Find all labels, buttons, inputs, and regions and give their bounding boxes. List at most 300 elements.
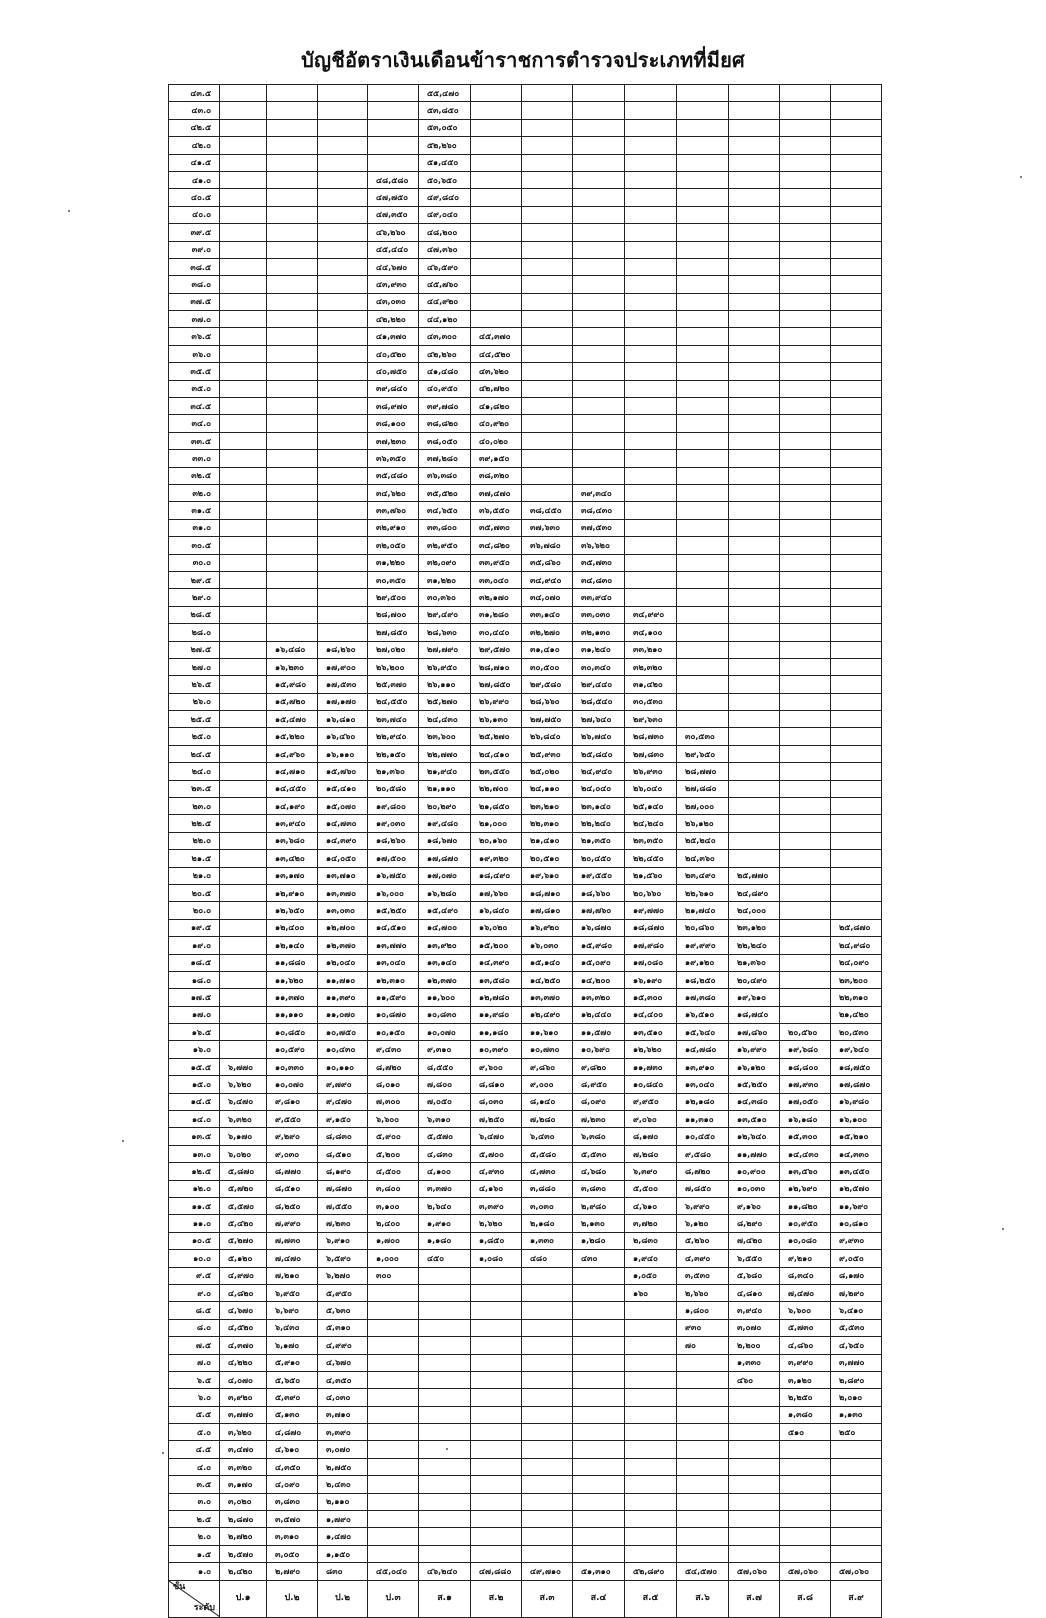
salary-cell: ๙,๐๐๐ bbox=[522, 1076, 573, 1093]
salary-cell: ๑๖,๑๘๐ bbox=[780, 1111, 831, 1128]
step-label: ๑๐.๐ bbox=[169, 1250, 220, 1267]
salary-cell bbox=[729, 850, 780, 867]
salary-cell bbox=[471, 241, 522, 258]
step-label: ๙.๕ bbox=[169, 1267, 220, 1284]
salary-cell: ๑๓,๕๖๐ bbox=[780, 1163, 831, 1180]
salary-cell: ๒๔,๙๘๐ bbox=[831, 937, 882, 954]
salary-cell: ๑๕,๐๙๐ bbox=[573, 954, 625, 971]
salary-cell: ๓๑,๔๑๐ bbox=[522, 641, 573, 658]
salary-cell bbox=[780, 258, 831, 275]
table-row bbox=[169, 1389, 882, 1406]
table-row bbox=[169, 537, 882, 554]
salary-cell bbox=[780, 537, 831, 554]
salary-cell bbox=[573, 1441, 625, 1458]
step-label: ๒.๕ bbox=[169, 1511, 220, 1528]
salary-cell bbox=[522, 241, 573, 258]
salary-cell: ๒๓,๓๕๐ bbox=[625, 832, 677, 849]
salary-cell bbox=[220, 484, 267, 501]
salary-cell: ๑๔,๐๕๐ bbox=[318, 850, 368, 867]
salary-cell: ๑๔,๗๐๐ bbox=[419, 919, 471, 936]
salary-cell bbox=[780, 902, 831, 919]
salary-cell bbox=[729, 258, 780, 275]
salary-cell: ๑๖,๘๔๐ bbox=[471, 902, 522, 919]
salary-cell bbox=[831, 1493, 882, 1510]
salary-cell: ๑๐,๕๙๐ bbox=[267, 1041, 318, 1058]
salary-cell bbox=[677, 554, 729, 571]
salary-cell: ๓,๘๓๐ bbox=[573, 1180, 625, 1197]
salary-cell: ๑๔,๓๓๐ bbox=[831, 1145, 882, 1162]
salary-cell bbox=[780, 745, 831, 762]
salary-cell: ๒๔,๐๐๐ bbox=[729, 902, 780, 919]
table-row bbox=[169, 1528, 882, 1545]
salary-cell: ๙,๕๘๐ bbox=[677, 1145, 729, 1162]
step-label: ๒๐.๐ bbox=[169, 902, 220, 919]
salary-cell: ๔๔,๙๒๐ bbox=[419, 293, 471, 310]
salary-cell bbox=[267, 519, 318, 536]
page-title: บัญชีอัตราเงินเดือนข้าราชการตำรวจประเภทที่มียศ bbox=[301, 48, 745, 72]
salary-cell: ๑๘,๒๕๐ bbox=[677, 971, 729, 988]
table-row bbox=[169, 815, 882, 832]
salary-cell bbox=[831, 1458, 882, 1475]
salary-cell bbox=[522, 258, 573, 275]
salary-cell bbox=[522, 398, 573, 415]
salary-cell bbox=[318, 258, 368, 275]
salary-cell: ๓๘,๘๒๐ bbox=[419, 415, 471, 432]
salary-cell: ๒๒,๙๔๐ bbox=[368, 728, 419, 745]
salary-cell: ๓๕,๗๓๐ bbox=[573, 554, 625, 571]
salary-cell bbox=[471, 1302, 522, 1319]
level-label: ส.๔ bbox=[573, 1580, 625, 1617]
salary-cell bbox=[780, 1006, 831, 1023]
salary-cell: ๒๖,๙๓๐ bbox=[625, 763, 677, 780]
table-row bbox=[169, 1024, 882, 1041]
salary-cell bbox=[368, 1302, 419, 1319]
salary-cell: ๖,๔๑๐ bbox=[831, 1302, 882, 1319]
salary-cell: ๓,๓๙๐ bbox=[471, 1198, 522, 1215]
salary-cell bbox=[729, 189, 780, 206]
level-label: ส.๖ bbox=[677, 1580, 729, 1617]
salary-cell bbox=[522, 450, 573, 467]
salary-cell: ๔๗,๓๖๐ bbox=[419, 241, 471, 258]
salary-cell bbox=[780, 606, 831, 623]
salary-cell bbox=[318, 432, 368, 449]
salary-cell: ๔,๓๕๐ bbox=[267, 1458, 318, 1475]
salary-cell: ๔,๙๗๐ bbox=[220, 1267, 267, 1284]
salary-cell: ๑๕,๒๕๐ bbox=[368, 902, 419, 919]
salary-cell: ๓,๘๐๐ bbox=[368, 1180, 419, 1197]
salary-cell bbox=[368, 1476, 419, 1493]
salary-cell bbox=[831, 380, 882, 397]
salary-cell: ๖,๖๙๐ bbox=[267, 1302, 318, 1319]
table-row bbox=[169, 1563, 882, 1580]
salary-cell: ๑๘,๖๖๐ bbox=[573, 884, 625, 901]
salary-cell bbox=[368, 1424, 419, 1441]
salary-cell: ๑,๐๘๐ bbox=[471, 1250, 522, 1267]
salary-cell bbox=[677, 363, 729, 380]
salary-cell: ๒๑,๕๖๐ bbox=[625, 867, 677, 884]
salary-cell: ๓๑,๒๒๐ bbox=[419, 571, 471, 588]
salary-cell: ๓๑,๒๘๐ bbox=[471, 606, 522, 623]
salary-cell bbox=[677, 345, 729, 362]
salary-cell: ๖,๓๙๐ bbox=[625, 1163, 677, 1180]
salary-cell: ๕,๓๑๐ bbox=[318, 1319, 368, 1336]
salary-cell: ๒๐,๕๖๐ bbox=[780, 1024, 831, 1041]
salary-cell bbox=[780, 241, 831, 258]
step-label: ๒๑.๐ bbox=[169, 867, 220, 884]
salary-cell bbox=[780, 850, 831, 867]
salary-cell: ๔๒,๒๖๐ bbox=[419, 345, 471, 362]
salary-cell bbox=[419, 1441, 471, 1458]
table-row bbox=[169, 658, 882, 675]
salary-cell: ๓๓,๙๕๐ bbox=[471, 554, 522, 571]
salary-cell bbox=[471, 1284, 522, 1301]
table-row bbox=[169, 1145, 882, 1162]
step-label: ๔๐.๐ bbox=[169, 206, 220, 223]
salary-cell bbox=[780, 137, 831, 154]
salary-cell bbox=[368, 1354, 419, 1371]
salary-cell: ๑,๘๐๐ bbox=[677, 1302, 729, 1319]
salary-cell: ๒๓,๗๔๐ bbox=[368, 711, 419, 728]
salary-cell bbox=[677, 658, 729, 675]
salary-cell: ๑๖,๕๑๐ bbox=[677, 1006, 729, 1023]
salary-cell: ๑๗,๐๕๐ bbox=[780, 1093, 831, 1110]
salary-cell: ๓,๓๙๐ bbox=[318, 1424, 368, 1441]
salary-cell bbox=[677, 571, 729, 588]
salary-cell bbox=[625, 154, 677, 171]
salary-cell: ๑,๒๘๐ bbox=[573, 1232, 625, 1249]
table-row bbox=[169, 1476, 882, 1493]
salary-cell bbox=[780, 467, 831, 484]
salary-cell: ๑๑,๖๒๐ bbox=[267, 971, 318, 988]
salary-cell: ๘,๐๙๐ bbox=[573, 1093, 625, 1110]
salary-cell bbox=[831, 206, 882, 223]
salary-cell: ๑๕,๑๔๐ bbox=[522, 954, 573, 971]
salary-cell bbox=[780, 641, 831, 658]
salary-cell: ๕,๙๐๐ bbox=[368, 1128, 419, 1145]
salary-cell bbox=[573, 1284, 625, 1301]
salary-cell bbox=[780, 624, 831, 641]
salary-cell: ๒๓,๒๐๐ bbox=[831, 971, 882, 988]
salary-cell bbox=[522, 432, 573, 449]
salary-cell bbox=[220, 745, 267, 762]
salary-cell: ๓๒,๑๗๐ bbox=[471, 589, 522, 606]
salary-cell bbox=[573, 1302, 625, 1319]
step-label: ๓๘.๐ bbox=[169, 276, 220, 293]
salary-cell bbox=[220, 85, 267, 102]
salary-cell bbox=[625, 311, 677, 328]
salary-table bbox=[168, 84, 882, 1618]
salary-cell bbox=[522, 1284, 573, 1301]
table-row bbox=[169, 224, 882, 241]
step-label: ๒๖.๕ bbox=[169, 676, 220, 693]
salary-cell bbox=[522, 206, 573, 223]
salary-cell bbox=[220, 1024, 267, 1041]
salary-cell bbox=[471, 119, 522, 136]
salary-cell: ๓,๐๕๐ bbox=[267, 1545, 318, 1562]
corner-cell bbox=[169, 1580, 220, 1617]
salary-cell: ๓๗,๒๘๐ bbox=[419, 450, 471, 467]
salary-cell bbox=[729, 745, 780, 762]
salary-cell bbox=[677, 502, 729, 519]
salary-cell bbox=[573, 171, 625, 188]
salary-cell bbox=[573, 189, 625, 206]
salary-cell bbox=[419, 1511, 471, 1528]
step-label: ๔.๐ bbox=[169, 1458, 220, 1475]
salary-cell bbox=[729, 1511, 780, 1528]
salary-cell bbox=[573, 467, 625, 484]
salary-cell bbox=[522, 467, 573, 484]
salary-cell: ๑,๗๙๐ bbox=[318, 1511, 368, 1528]
salary-cell: ๑๓,๑๗๐ bbox=[267, 867, 318, 884]
salary-cell: ๑๒,๖๕๐ bbox=[267, 902, 318, 919]
salary-cell: ๔๓๐ bbox=[573, 1250, 625, 1267]
level-label: ป.๓ bbox=[368, 1580, 419, 1617]
salary-cell: ๕๔,๕๗๐ bbox=[677, 1563, 729, 1580]
salary-cell: ๓,๑๒๐ bbox=[780, 1371, 831, 1388]
salary-cell: ๑๒,๐๔๐ bbox=[318, 954, 368, 971]
salary-cell bbox=[625, 102, 677, 119]
salary-cell bbox=[573, 102, 625, 119]
salary-cell bbox=[267, 363, 318, 380]
salary-cell bbox=[831, 867, 882, 884]
salary-cell: ๖,๖๐๐ bbox=[780, 1302, 831, 1319]
step-label: ๓๐.๐ bbox=[169, 554, 220, 571]
salary-cell: ๘,๗๒๐ bbox=[677, 1163, 729, 1180]
salary-cell: ๓๔,๑๐๐ bbox=[625, 624, 677, 641]
salary-cell: ๓๙,๗๘๐ bbox=[419, 398, 471, 415]
salary-cell bbox=[471, 206, 522, 223]
salary-cell: ๘,๑๗๐ bbox=[831, 1267, 882, 1284]
step-label: ๑๙.๐ bbox=[169, 937, 220, 954]
table-row bbox=[169, 363, 882, 380]
salary-cell bbox=[831, 832, 882, 849]
salary-cell bbox=[780, 189, 831, 206]
salary-cell: ๒๘,๖๓๐ bbox=[419, 624, 471, 641]
salary-cell: ๑๖,๙๘๐ bbox=[831, 1093, 882, 1110]
salary-cell: ๒๔,๑๑๐ bbox=[522, 780, 573, 797]
salary-cell bbox=[780, 154, 831, 171]
salary-cell bbox=[677, 258, 729, 275]
salary-cell: ๑๓,๙๔๐ bbox=[267, 815, 318, 832]
salary-cell: ๕๒,๘๙๐ bbox=[625, 1563, 677, 1580]
salary-cell: ๙,๐๕๐ bbox=[831, 1250, 882, 1267]
level-label: ป.๒ bbox=[267, 1580, 318, 1617]
salary-cell: ๑๒,๗๐๐ bbox=[318, 919, 368, 936]
table-row bbox=[169, 850, 882, 867]
salary-cell bbox=[220, 224, 267, 241]
salary-cell: ๙,๐๖๐ bbox=[625, 1111, 677, 1128]
step-label: ๓๔.๕ bbox=[169, 398, 220, 415]
salary-cell: ๔,๖๘๐ bbox=[573, 1163, 625, 1180]
salary-cell: ๕,๘๗๐ bbox=[220, 1163, 267, 1180]
salary-cell bbox=[677, 102, 729, 119]
salary-cell: ๑๕,๒๑๐ bbox=[831, 1128, 882, 1145]
salary-cell: ๘,๓๔๐ bbox=[780, 1267, 831, 1284]
salary-cell: ๔๐,๗๕๐ bbox=[368, 363, 419, 380]
salary-cell: ๓,๓๒๐ bbox=[220, 1458, 267, 1475]
salary-cell: ๖,๓๒๐ bbox=[220, 1111, 267, 1128]
salary-cell: ๓,๗๒๐ bbox=[625, 1215, 677, 1232]
salary-cell: ๑,๙๔๐ bbox=[625, 1250, 677, 1267]
salary-cell: ๓๐๐ bbox=[368, 1267, 419, 1284]
salary-cell: ๒๐,๕๓๐ bbox=[831, 1024, 882, 1041]
salary-cell bbox=[780, 971, 831, 988]
salary-cell: ๑๒,๑๘๐ bbox=[677, 1093, 729, 1110]
salary-cell bbox=[625, 171, 677, 188]
salary-cell bbox=[318, 276, 368, 293]
salary-cell: ๗,๙๙๐ bbox=[267, 1215, 318, 1232]
salary-cell bbox=[573, 137, 625, 154]
salary-cell: ๑๐,๓๙๐ bbox=[471, 1041, 522, 1058]
salary-cell: ๑๐,๑๕๐ bbox=[368, 1024, 419, 1041]
salary-cell: ๘,๙๕๐ bbox=[573, 1076, 625, 1093]
salary-cell: ๓๓,๐๓๐ bbox=[573, 606, 625, 623]
salary-cell: ๘,๕๕๐ bbox=[419, 1058, 471, 1075]
table-row bbox=[169, 763, 882, 780]
salary-cell: ๒๐,๕๘๐ bbox=[368, 780, 419, 797]
salary-cell: ๘,๘๑๐ bbox=[471, 1076, 522, 1093]
salary-cell bbox=[780, 1493, 831, 1510]
salary-cell: ๔๔,๖๗๐ bbox=[368, 258, 419, 275]
salary-cell bbox=[831, 224, 882, 241]
salary-cell: ๒,๖๔๐ bbox=[419, 1198, 471, 1215]
salary-cell bbox=[625, 189, 677, 206]
salary-cell bbox=[267, 467, 318, 484]
salary-cell bbox=[780, 937, 831, 954]
salary-cell bbox=[625, 519, 677, 536]
salary-cell: ๑๕,๓๐๐ bbox=[780, 1128, 831, 1145]
salary-cell: ๑๒,๑๔๐ bbox=[267, 937, 318, 954]
salary-cell bbox=[471, 1371, 522, 1388]
salary-cell: ๑๑,๘๒๐ bbox=[780, 1198, 831, 1215]
salary-cell: ๑๒,๓๑๐ bbox=[368, 971, 419, 988]
table-row bbox=[169, 1493, 882, 1510]
salary-cell: ๒๑,๑๑๐ bbox=[419, 780, 471, 797]
salary-cell: ๑๙,๐๓๐ bbox=[368, 815, 419, 832]
salary-cell bbox=[573, 432, 625, 449]
step-label: ๒๕.๐ bbox=[169, 728, 220, 745]
salary-cell: ๔,๓๕๐ bbox=[318, 1371, 368, 1388]
salary-cell bbox=[368, 119, 419, 136]
step-label: ๓๒.๕ bbox=[169, 467, 220, 484]
salary-cell bbox=[625, 1319, 677, 1336]
salary-cell: ๓,๘๘๐ bbox=[522, 1180, 573, 1197]
salary-cell: ๒๙,๕๘๐ bbox=[522, 676, 573, 693]
salary-cell bbox=[522, 328, 573, 345]
table-row bbox=[169, 1215, 882, 1232]
salary-cell bbox=[780, 589, 831, 606]
salary-cell bbox=[471, 85, 522, 102]
salary-cell: ๑๘,๔๙๐ bbox=[471, 867, 522, 884]
salary-cell: ๑๑,๓๑๐ bbox=[677, 1111, 729, 1128]
step-label: ๑๒.๕ bbox=[169, 1163, 220, 1180]
salary-cell bbox=[220, 867, 267, 884]
salary-cell: ๑๓,๕๑๐ bbox=[625, 1024, 677, 1041]
salary-cell: ๑๖,๒๘๐ bbox=[419, 884, 471, 901]
step-label: ๓๕.๐ bbox=[169, 380, 220, 397]
salary-cell bbox=[677, 1458, 729, 1475]
salary-cell bbox=[831, 728, 882, 745]
table-row bbox=[169, 1076, 882, 1093]
table-row bbox=[169, 1198, 882, 1215]
salary-cell bbox=[471, 1389, 522, 1406]
salary-cell bbox=[267, 102, 318, 119]
salary-cell: ๙,๗๙๐ bbox=[318, 1076, 368, 1093]
salary-cell: ๔๗,๓๕๐ bbox=[368, 206, 419, 223]
salary-cell bbox=[220, 415, 267, 432]
salary-cell bbox=[419, 1528, 471, 1545]
table-row bbox=[169, 884, 882, 901]
salary-cell bbox=[522, 276, 573, 293]
salary-cell bbox=[522, 1389, 573, 1406]
salary-cell bbox=[220, 189, 267, 206]
salary-cell: ๑,๔๗๐ bbox=[318, 1528, 368, 1545]
salary-cell: ๒๒,๔๕๐ bbox=[625, 850, 677, 867]
salary-cell: ๑๒,๓๗๐ bbox=[318, 937, 368, 954]
salary-cell: ๒๗,๐๒๐ bbox=[368, 641, 419, 658]
salary-cell: ๗,๔๗๐ bbox=[780, 1284, 831, 1301]
salary-cell: ๔๙,๘๔๐ bbox=[419, 189, 471, 206]
table-row bbox=[169, 1232, 882, 1249]
salary-cell: ๒๑,๙๔๐ bbox=[419, 763, 471, 780]
salary-cell bbox=[267, 589, 318, 606]
salary-cell: ๒๙,๕๐๐ bbox=[368, 589, 419, 606]
salary-cell: ๒๔,๓๖๐ bbox=[677, 850, 729, 867]
salary-cell: ๑๑,๖๐๐ bbox=[419, 989, 471, 1006]
salary-cell bbox=[573, 1406, 625, 1423]
salary-cell bbox=[471, 293, 522, 310]
salary-cell: ๘,๒๙๐ bbox=[729, 1215, 780, 1232]
table-row bbox=[169, 641, 882, 658]
salary-cell: ๔๘๐ bbox=[522, 1250, 573, 1267]
salary-cell bbox=[677, 398, 729, 415]
salary-cell bbox=[220, 850, 267, 867]
salary-cell bbox=[573, 1458, 625, 1475]
salary-cell: ๓,๙๙๐ bbox=[780, 1354, 831, 1371]
salary-cell: ๑๗,๘๖๐ bbox=[729, 1024, 780, 1041]
salary-cell bbox=[780, 867, 831, 884]
table-row bbox=[169, 989, 882, 1006]
salary-cell bbox=[780, 989, 831, 1006]
salary-cell bbox=[729, 293, 780, 310]
salary-cell bbox=[573, 85, 625, 102]
salary-cell bbox=[780, 502, 831, 519]
salary-cell: ๔๕๐ bbox=[419, 1250, 471, 1267]
salary-cell: ๑๖,๑๐๐ bbox=[831, 1111, 882, 1128]
salary-cell bbox=[318, 606, 368, 623]
salary-cell bbox=[267, 398, 318, 415]
table-row bbox=[169, 571, 882, 588]
step-label: ๓๙.๕ bbox=[169, 224, 220, 241]
salary-cell bbox=[677, 1545, 729, 1562]
salary-cell bbox=[831, 1511, 882, 1528]
salary-cell bbox=[677, 1424, 729, 1441]
salary-cell bbox=[625, 537, 677, 554]
salary-cell bbox=[780, 311, 831, 328]
salary-cell: ๑,๘๕๐ bbox=[471, 1232, 522, 1249]
salary-cell bbox=[780, 884, 831, 901]
step-label: ๔.๕ bbox=[169, 1441, 220, 1458]
salary-cell: ๑๑,๖๙๐ bbox=[831, 1198, 882, 1215]
table-row bbox=[169, 484, 882, 501]
salary-cell: ๒๙,๕๗๐ bbox=[471, 641, 522, 658]
salary-cell bbox=[780, 119, 831, 136]
salary-cell bbox=[729, 1424, 780, 1441]
step-label: ๒๙.๕ bbox=[169, 571, 220, 588]
level-label: ส.๕ bbox=[625, 1580, 677, 1617]
salary-cell: ๔,๘๒๐ bbox=[220, 1284, 267, 1301]
salary-cell: ๓๙,๘๔๐ bbox=[368, 380, 419, 397]
